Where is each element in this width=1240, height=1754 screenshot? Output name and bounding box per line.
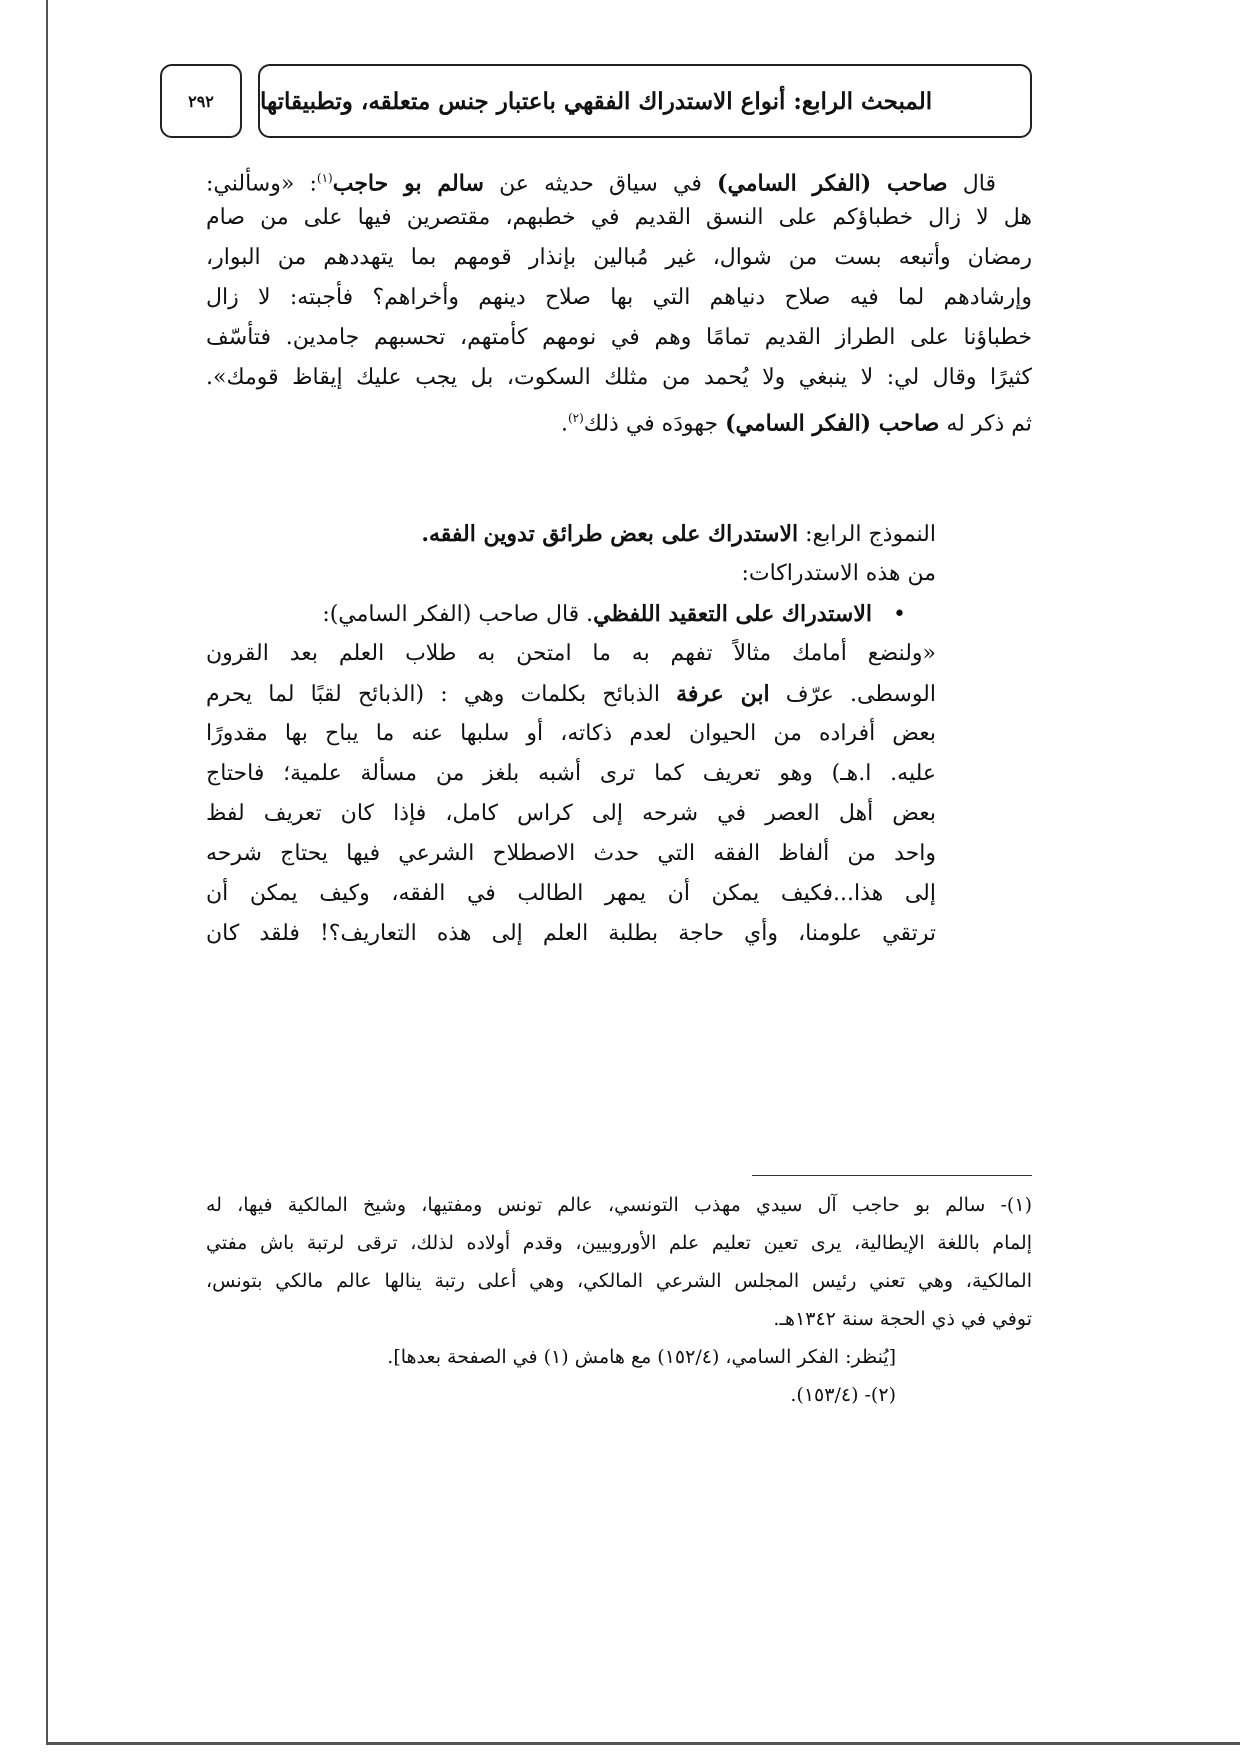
footnotes <box>206 1186 1032 1414</box>
text-line: هل لا زال خطباؤكم على النسق القديم في خطبهم، مقتصرين فيها على من صام <box>206 205 1032 230</box>
footnote-separator <box>752 1175 1032 1176</box>
text-line: «ولنضع أمامك مثالاً تفهم به ما امتحن به طلاب العلم بعد القرون <box>206 641 936 666</box>
page-number-box <box>160 64 242 138</box>
text-line: إلى هذا...فكيف يمكن أن يمهر الطالب في الفقه، وكيف يمكن أن <box>206 881 936 906</box>
footnote-ref-2[interactable]: (٢) <box>567 411 584 425</box>
bullet-item: • الاستدراك على التعقيد اللفظي. قال صاحب (الفكر السامي): <box>206 594 936 634</box>
footnote-1-line: (١)- سالم بو حاجب آل سيدي مهذب التونسي، عالم تونس ومفتيها، وشيخ المالكية فيها، له <box>206 1194 1032 1216</box>
text-line: قال صاحب (الفكر السامي) في سياق حديثه عن سالم بو حاجب$^{(١)}$: «وسألني: <box>206 170 997 197</box>
text-line: بعض أفراده من الحيوان لعدم ذكاته، أو سلبها عنه ما يباح بها مقدورًا <box>206 721 936 746</box>
paragraph-1 <box>206 158 1032 438</box>
footnote-1-line: المالكية، وهي تعني رئيس المجلس الشرعي المالكي، وهي أعلى رتبة ينالها عالم مالكي بتونس، <box>206 1270 1032 1292</box>
page-frame-left <box>46 0 48 1744</box>
chapter-header <box>258 64 1032 138</box>
text-line: ثم ذكر له صاحب (الفكر السامي) جهودَه في ذلك$^{(٢)}$. <box>560 410 1032 437</box>
text-line: عليه. ا.هـ) وهو تعريف كما ترى أشبه بلغز من مسألة علمية؛ فاحتاج <box>206 761 936 786</box>
text-line: كثيرًا وقال لي: لا ينبغي ولا يُحمد من مثلك السكوت، بل يجب عليك إيقاظ قومك». <box>206 365 1032 390</box>
text-line: الوسطى. عرّف ابن عرفة الذبائح بكلمات وهي : (الذبائح لقبًا لما يحرم <box>206 681 936 707</box>
footnote-1-line: إلمام باللغة الإيطالية، يرى تعين تعليم علم الأوروبيين، وقدم أولاده لذلك، ترقى لرتبة باش مفتي <box>206 1232 1032 1254</box>
text-line: واحد من ألفاظ الفقه التي حدث الاصطلاح الشرعي فيها يحتاج شرحه <box>206 841 936 866</box>
text-line: وإرشادهم لما فيه صلاح دنياهم التي بها صلاح دينهم وأخراهم؟ فأجبته: لا زال <box>206 285 1032 310</box>
text-line: بعض أهل العصر في شرحه إلى كراس كامل، فإذا كان تعريف لفظ <box>206 801 936 826</box>
footnote-1-reference: [يُنظر: الفكر السامي، (١٥٢/٤) مع هامش (١) في الصفحة بعدها]. <box>387 1346 896 1368</box>
model-4-section <box>206 514 936 954</box>
section-intro: من هذه الاستدراكات: <box>741 561 936 586</box>
section-heading: النموذج الرابع: الاستدراك على بعض طرائق تدوين الفقه. <box>421 521 936 547</box>
page-number: ٢٩٢ <box>188 91 214 111</box>
footnote-2: (٢)- (١٥٣/٤). <box>790 1384 896 1406</box>
bullet-icon: • <box>893 602 906 627</box>
page-frame-bottom <box>46 1742 1240 1745</box>
footnote-1-line: توفي في ذي الحجة سنة ١٣٤٢هـ. <box>773 1308 1032 1330</box>
text-line: رمضان وأتبعه بست من شوال، غير مُبالين بإنذار قومهم بما يتهددهم من البوار، <box>206 245 1032 270</box>
footnote-ref-1[interactable]: (١) <box>316 171 333 185</box>
text-line: خطباؤنا على الطراز القديم تمامًا وهم في نومهم كأمتهم، تحسبهم جامدين. فتأسّف <box>206 325 1032 350</box>
chapter-title: المبحث الرابع: أنواع الاستدراك الفقهي باعتبار جنس متعلقه، وتطبيقاتها <box>260 87 933 115</box>
text-line: ترتقي علومنا، وأي حاجة بطلبة العلم إلى هذه التعاريف؟! فلقد كان <box>206 921 936 946</box>
